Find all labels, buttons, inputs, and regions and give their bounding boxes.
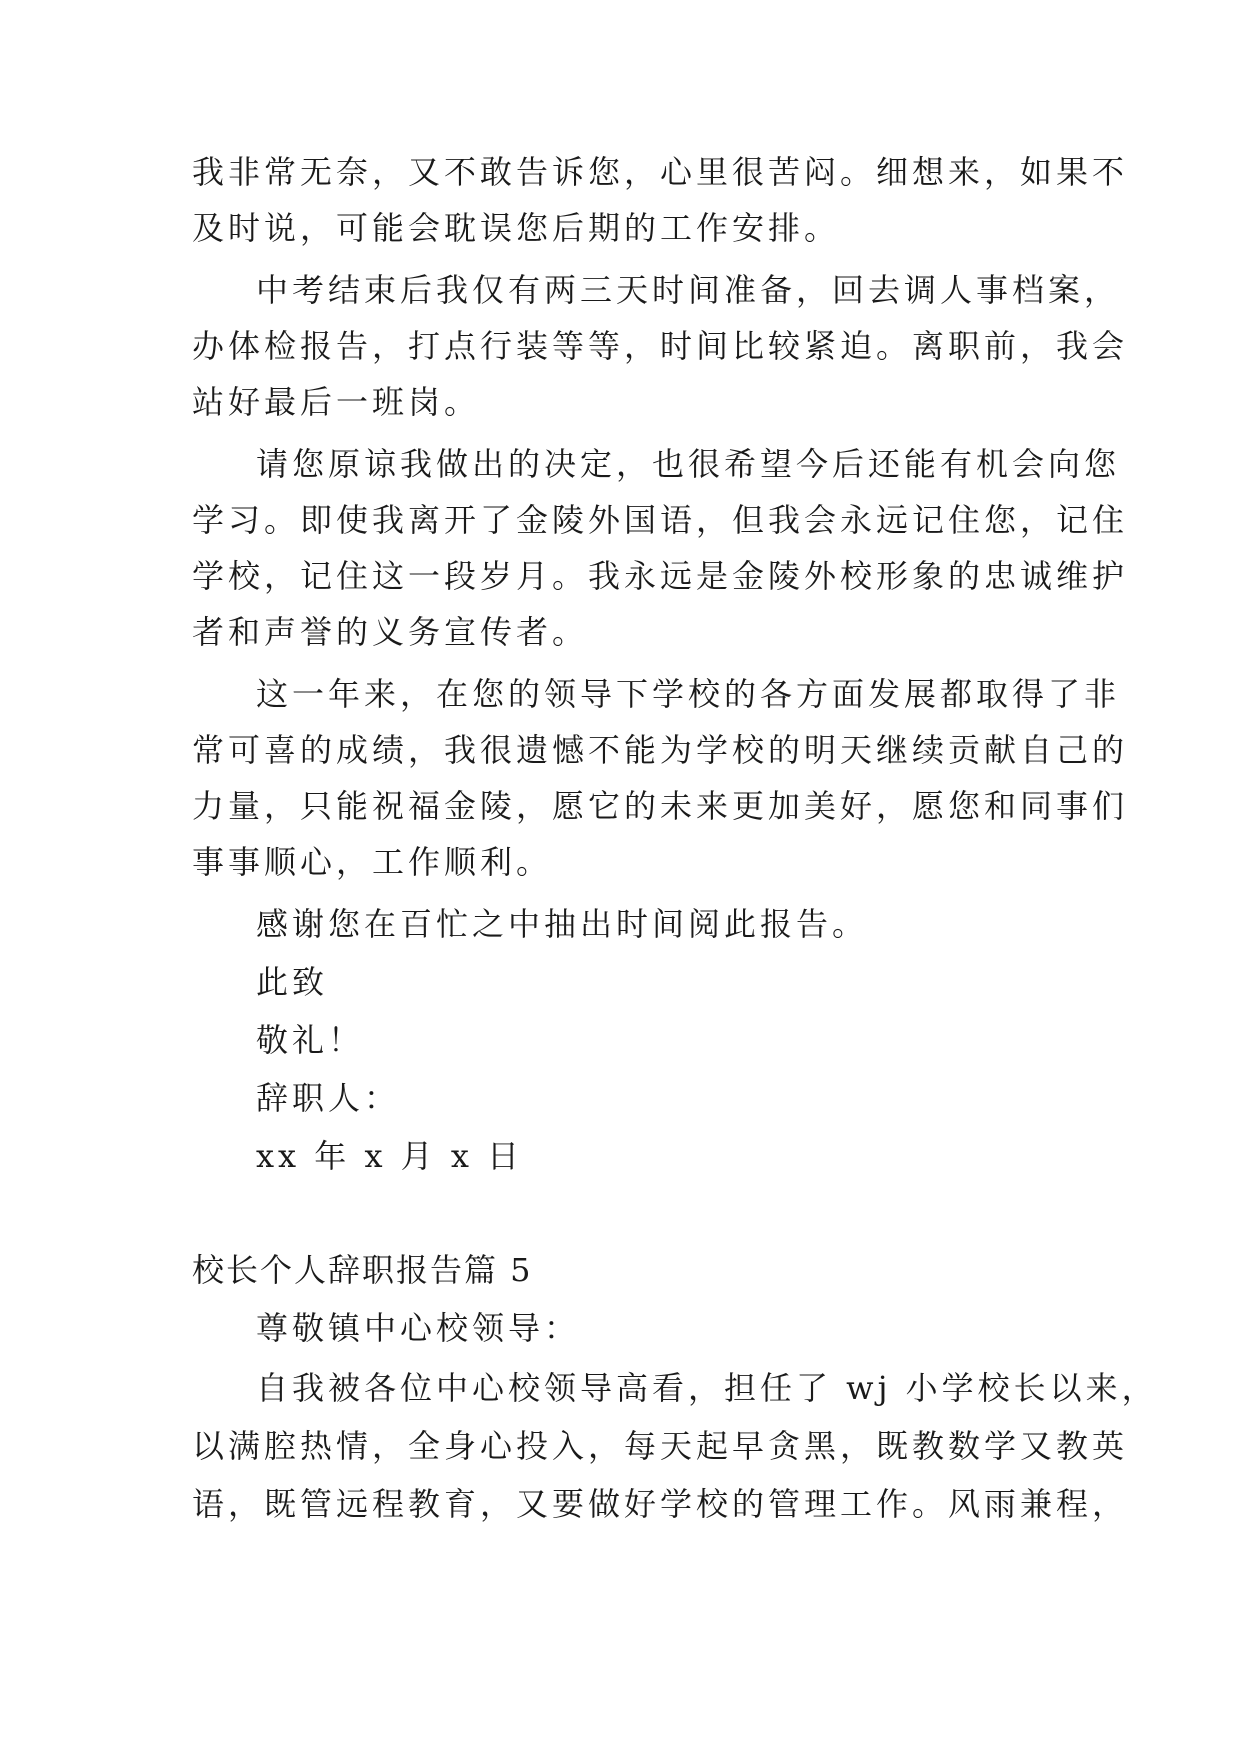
paragraph-line: 常可喜的成绩，我很遗憾不能为学校的明天继续贡献自己的 <box>192 731 1129 769</box>
paragraph-line: 我非常无奈，又不敢告诉您，心里很苦闷。细想来，如果不 <box>192 153 1129 191</box>
date-line: xx 年 x 月 x 日 <box>256 1137 524 1175</box>
paragraph-line: 办体检报告，打点行装等等，时间比较紧迫。离职前，我会 <box>192 327 1129 365</box>
paragraph-line: 站好最后一班岗。 <box>192 383 481 421</box>
paragraph-line: 自我被各位中心校领导高看，担任了 wj 小学校长以来， <box>256 1369 1158 1407</box>
thanks-line: 感谢您在百忙之中抽出时间阅此报告。 <box>256 905 869 943</box>
paragraph-line: 学习。即使我离开了金陵外国语，但我会永远记住您，记住 <box>192 501 1129 539</box>
signer-line: 辞职人： <box>256 1079 401 1117</box>
paragraph-line: 中考结束后我仅有两三天时间准备，回去调人事档案， <box>256 271 1121 309</box>
paragraph-line: 及时说，可能会耽误您后期的工作安排。 <box>192 209 841 247</box>
paragraph-line: 者和声誉的义务宣传者。 <box>192 613 589 651</box>
paragraph-line: 这一年来，在您的领导下学校的各方面发展都取得了非 <box>256 675 1121 713</box>
closing-line: 敬礼！ <box>256 1021 365 1059</box>
paragraph-line: 力量，只能祝福金陵，愿它的未来更加美好，愿您和同事们 <box>192 787 1129 825</box>
section-title: 校长个人辞职报告篇 5 <box>192 1251 533 1289</box>
salutation-line: 尊敬镇中心校领导： <box>256 1309 581 1347</box>
paragraph-line: 以满腔热情，全身心投入，每天起早贪黑，既教数学又教英 <box>192 1427 1129 1465</box>
paragraph-line: 学校，记住这一段岁月。我永远是金陵外校形象的忠诚维护 <box>192 557 1129 595</box>
paragraph-line: 事事顺心，工作顺利。 <box>192 843 553 881</box>
closing-line: 此致 <box>256 963 329 1001</box>
paragraph-line: 语，既管远程教育，又要做好学校的管理工作。风雨兼程， <box>192 1485 1129 1523</box>
paragraph-line: 请您原谅我做出的决定，也很希望今后还能有机会向您 <box>256 445 1121 483</box>
